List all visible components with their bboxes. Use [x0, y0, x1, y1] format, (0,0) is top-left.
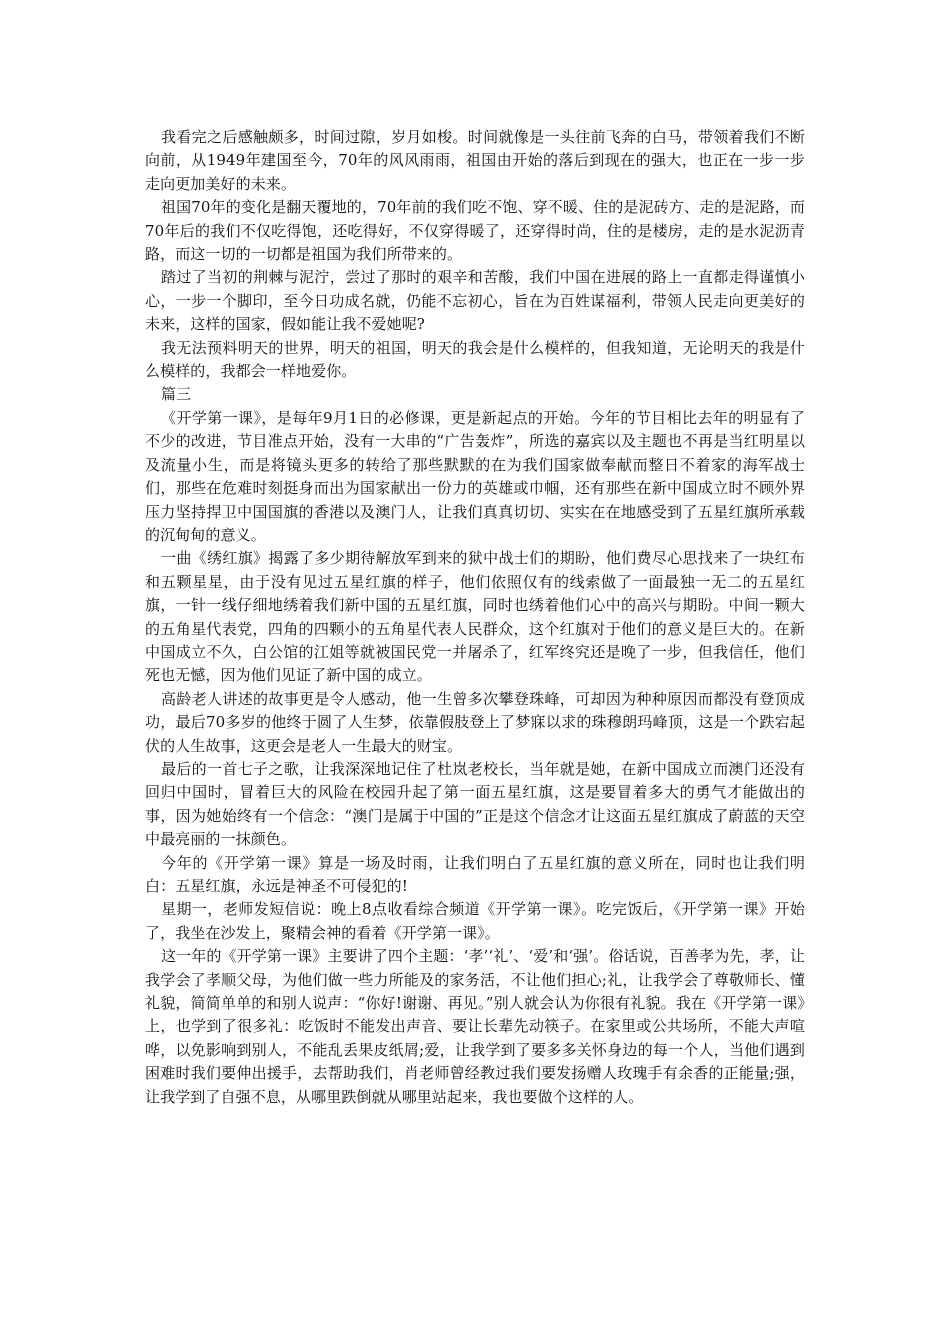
- paragraph: 我看完之后感触颇多，时间过隙，岁月如梭。时间就像是一头往前飞奔的白马，带领着我们不断向前，从1949年建国至今，70年的风风雨雨，祖国由开始的落后到现在的强大，也正在一步一步走向更加美好的未来。: [145, 128, 805, 193]
- paragraph: 高龄老人讲述的故事更是令人感动，他一生曾多次攀登珠峰，可却因为种种原因而都没有登顶成功，最后70多岁的他终于圆了人生梦，依靠假肢登上了梦寐以求的珠穆朗玛峰顶，这是一个跌宕起伏的人生故事，这更会是老人一生最大的财宝。: [145, 689, 805, 755]
- section-heading: 篇三: [161, 385, 192, 404]
- paragraph: 一曲《绣红旗》揭露了多少期待解放军到来的狱中战士们的期盼，他们费尽心思找来了一块红布和五颗星星，由于没有见过五星红旗的样子，他们依照仅有的线索做了一面最独一无二的五星红旗，一针一线仔细地绣着我们新中国的五星红旗，同时也绣着他们心中的高兴与期盼。中间一颗大的五角星代表党，四角的四颗小的五角星代表人民群众，这个红旗对于他们的意义是巨大的。在新中国成立不久，白公馆的江姐等就被国民党一并屠杀了，红军终究还是晚了一步，但我信任，他们死也无憾，因为他们见证了新中国的成立。: [145, 549, 805, 685]
- paragraph: 今年的《开学第一课》算是一场及时雨，让我们明白了五星红旗的意义所在，同时也让我们明白：五星红旗，永远是神圣不可侵犯的!: [145, 853, 805, 895]
- paragraph: 星期一，老师发短信说：晚上8点收看综合频道《开学第一课》。吃完饭后，《开学第一课》开始了，我坐在沙发上，聚精会神的看着《开学第一课》。: [145, 900, 805, 942]
- paragraph: 我无法预料明天的世界，明天的祖国，明天的我会是什么模样的，但我知道，无论明天的我是什么模样的，我都会一样地爱你。: [145, 338, 805, 381]
- paragraph: 这一年的《开学第一课》主要讲了四个主题：‘孝’‘礼’、‘爱’和‘强’。俗话说，百善孝为先，孝，让我学会了孝顺父母，为他们做一些力所能及的家务活，不让他们担心;礼，让我学会了尊敬师长、懂礼貌，简简单单的和别人说声：“你好!谢谢、再见。”别人就会认为你很有礼貌。我在《开学第一课》上，也学到了很多礼：吃饭时不能发出声音、要让长辈先动筷子。在家里或公共场所，不能大声喧哗，以免影响到别人，不能乱丢果皮纸屑;爱，让我学到了要多多关怀身边的每一个人，当他们遇到困难时我们要伸出援手，去帮助我们，肖老师曾经教过我们要发扬赠人玫瑰手有余香的正能量;强，让我学到了自强不息，从哪里跌倒就从哪里站起来，我也要做个这样的人。: [145, 947, 805, 1106]
- paragraph: 《开学第一课》，是每年9月1日的必修课，更是新起点的开始。今年的节目相比去年的明显有了不少的改进，节目准点开始，没有一大串的“广告轰炸”，所选的嘉宾以及主题也不再是当红明星以及流量小生，而是将镜头更多的转给了那些默默的在为我们国家做奉献而整日不着家的海军战士们，那些在危难时刻挺身而出为国家献出一份力的英雄或巾帼，还有那些在新中国成立时不顾外界压力坚持捍卫中国国旗的香港以及澳门人，让我们真真切切、实实在在地感受到了五星红旗所承载的沉甸甸的意义。: [145, 408, 805, 544]
- paragraph: 踏过了当初的荆棘与泥泞，尝过了那时的艰辛和苦酸，我们中国在进展的路上一直都走得谨慎小心，一步一个脚印，至今日功成名就，仍能不忘初心，旨在为百姓谋福利，带领人民走向更美好的未来，这样的国家，假如能让我不爱她呢?: [145, 268, 805, 334]
- paragraph: 祖国70年的变化是翻天覆地的，70年前的我们吃不饱、穿不暖、住的是泥砖方、走的是泥路，而70年后的我们不仅吃得饱，还吃得好，不仅穿得暖了，还穿得时尚，住的是楼房，走的是水泥沥青路，而这一切的一切都是祖国为我们所带来的。: [145, 198, 805, 264]
- paragraph: 最后的一首七子之歌，让我深深地记住了杜岚老校长，当年就是她，在新中国成立而澳门还没有回归中国时，冒着巨大的风险在校园升起了第一面五星红旗，这是要冒着多大的勇气才能做出的事，因为她始终有一个信念：“澳门是属于中国的”正是这个信念才让这面五星红旗成了蔚蓝的天空中最亮丽的一抹颜色。: [145, 759, 805, 849]
- document-body: [145, 126, 805, 1109]
